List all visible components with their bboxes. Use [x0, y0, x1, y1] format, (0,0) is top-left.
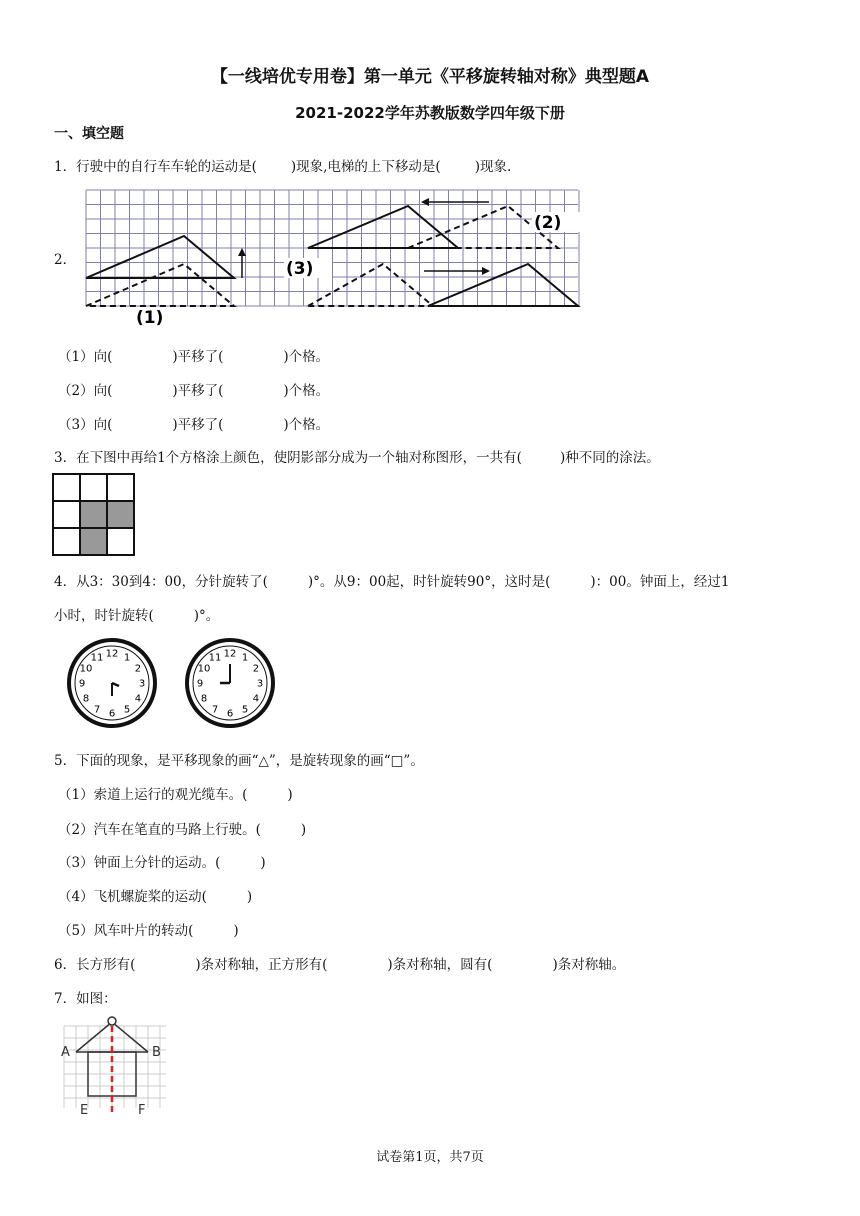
arrow-head-right: [482, 267, 490, 275]
question-5: 5．下面的现象，是平移现象的画“△”，是旋转现象的画“□”。: [54, 753, 424, 769]
point-o: [108, 1017, 116, 1025]
q5-item-5: [58, 919, 239, 939]
clock-number: 4: [252, 693, 260, 705]
page-title: 【一线培优专用卷】第一单元《平移旋转轴对称》典型题A: [210, 67, 650, 87]
q5-close: ): [300, 822, 307, 838]
clock-number: 4: [134, 693, 142, 705]
question-3: [54, 446, 660, 466]
q5-item-3: [58, 851, 266, 871]
clock-number: 5: [123, 704, 131, 716]
clock-number: 3: [138, 678, 146, 690]
q5-item-1-text: （1）索道上运行的观光缆车。(: [58, 787, 248, 803]
q7-house-figure: [58, 1012, 170, 1118]
q2-sub2-c: )个格。: [283, 383, 330, 399]
label-e: E: [80, 1103, 89, 1118]
q2-translation-grid-figure: [84, 186, 584, 328]
label-f: F: [138, 1103, 146, 1118]
q2-sub3-a: （3）向(: [58, 417, 113, 433]
q2-sub2-b: )平移了(: [172, 383, 224, 399]
clock-number: 10: [197, 663, 211, 675]
triangle-1-original: [86, 236, 234, 278]
q1-text-c: )现象.: [474, 159, 512, 175]
clock-number: 12: [223, 648, 237, 660]
q5-item-4-text: （4）飞机螺旋桨的运动(: [58, 889, 207, 905]
q2-sub2-a: （2）向(: [58, 383, 113, 399]
q2-sub-1: [58, 345, 329, 365]
clock-number: 11: [208, 652, 222, 664]
clock-number: 2: [134, 663, 142, 675]
question-6: [54, 953, 625, 973]
q6-b: )条对称轴，正方形有(: [195, 957, 328, 973]
clock-1: [66, 638, 158, 728]
label-2: (2): [534, 213, 562, 233]
q2-sub3-c: )个格。: [283, 417, 330, 433]
q2-sub-3: [58, 413, 329, 433]
clock-number: 8: [200, 693, 208, 705]
clock-number: 10: [79, 663, 93, 675]
question-4-line-2: [54, 604, 219, 624]
clock-number: 12: [105, 648, 119, 660]
clock-number: 1: [123, 652, 131, 664]
q5-close: ): [246, 889, 253, 905]
clock-number: 2: [252, 663, 260, 675]
q5-item-2: [58, 818, 306, 838]
q5-close: ): [287, 787, 293, 803]
q5-item-2-text: （2）汽车在笔直的马路上行驶。(: [58, 822, 261, 838]
clock-number: 9: [196, 678, 204, 690]
q4-text-c: )：00。钟面上，经过1: [590, 574, 730, 590]
triangle-2-original: [308, 206, 458, 248]
q5-item-4: [58, 885, 252, 905]
q6-c: )条对称轴，圆有(: [387, 957, 493, 973]
clock-number: 6: [108, 708, 116, 720]
clock-2: [184, 638, 276, 728]
q4-text-d: 小时，时针旋转(: [54, 608, 154, 624]
q2-sub1-c: )个格。: [283, 349, 330, 365]
page-subtitle: 2021-2022学年苏教版数学四年级下册: [295, 104, 565, 122]
q3-text-b: )种不同的涂法。: [559, 450, 660, 466]
q2-sub1-a: （1）向(: [58, 349, 113, 365]
q1-text-b: )现象,电梯的上下移动是(: [290, 159, 441, 175]
q5-item-3-text: （3）钟面上分针的运动。(: [58, 855, 221, 871]
q4-text-a: 4．从3：30到4：00，分针旋转了(: [54, 574, 268, 590]
q2-sub1-b: )平移了(: [172, 349, 224, 365]
q5-close: ): [260, 855, 266, 871]
clock-number: 7: [211, 704, 219, 716]
shaded-cell: [80, 528, 107, 555]
label-1: (1): [136, 308, 164, 328]
q5-close: ): [233, 923, 239, 939]
clock-number: 7: [93, 704, 101, 716]
q5-item-1: [58, 783, 293, 803]
arrow-head-up: [238, 248, 246, 256]
question-7: 7．如图：: [54, 991, 117, 1007]
q4-text-b: )°。从9：00起，时针旋转90°，这时是(: [307, 574, 551, 590]
label-3: (3): [286, 259, 314, 279]
clock-number: 3: [256, 678, 264, 690]
q3-text-a: 3．在下图中再给1个方格涂上颜色，使阴影部分成为一个轴对称图形，一共有(: [54, 450, 522, 466]
q3-grid-3x3: [52, 473, 136, 557]
clock-number: 5: [241, 704, 249, 716]
question-4-line-1: [54, 570, 729, 590]
q6-a: 6．长方形有(: [54, 957, 136, 973]
question-1: [54, 155, 511, 175]
label-a: A: [61, 1045, 70, 1060]
q4-text-e: )°。: [193, 608, 220, 624]
page-footer: 试卷第1页，共7页: [376, 1150, 484, 1165]
clock-number: 1: [241, 652, 249, 664]
label-b: B: [152, 1045, 161, 1060]
clock-number: 9: [78, 678, 86, 690]
clock-number: 11: [90, 652, 104, 664]
clock-number: 8: [82, 693, 90, 705]
q1-text-a: 1．行驶中的自行车车轮的运动是(: [54, 159, 257, 175]
shaded-cell: [80, 501, 107, 528]
q5-item-5-text: （5）风车叶片的转动(: [58, 923, 194, 939]
q2-sub3-b: )平移了(: [172, 417, 224, 433]
triangle-1-translated: [86, 264, 234, 306]
q2-sub-2: [58, 379, 329, 399]
q6-d: )条对称轴。: [552, 957, 626, 973]
q2-number: 2．: [54, 252, 77, 268]
section-heading: 一、填空题: [54, 126, 124, 142]
shaded-cell: [107, 501, 134, 528]
clock-number: 6: [226, 708, 234, 720]
